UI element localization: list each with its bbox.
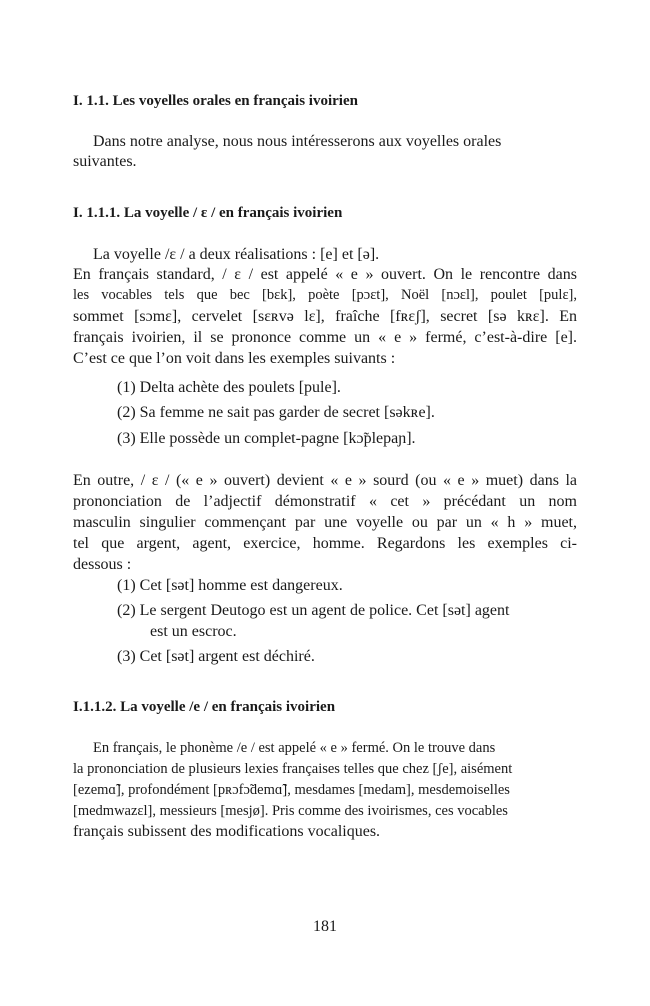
intro-line-2: suivantes. bbox=[73, 153, 137, 170]
paragraph-line: prononciation de l’adjectif démonstratif « cet » précédant un nom bbox=[73, 493, 577, 510]
paragraph-line: [ezemɑ̃], profondément [pʀɔfɔ̃demɑ̃], mesdames [medam], mesdemoiselles bbox=[73, 782, 510, 798]
paragraph-line: tel que argent, agent, exercice, homme. Regardons les exemples ci- bbox=[73, 535, 577, 552]
example-line: (2) Le sergent Deutogo est un agent de police. Cet [sət] agent bbox=[117, 602, 510, 619]
paragraph-line: la prononciation de plusieurs lexies françaises telles que chez [ʃe], aisément bbox=[73, 761, 513, 777]
paragraph-line: En français standard, / ɛ / est appelé « e » ouvert. On le rencontre dans bbox=[73, 266, 577, 283]
example-line: (3) Cet [sət] argent est déchiré. bbox=[117, 648, 315, 665]
paragraph-line: sommet [sɔmɛ], cervelet [sɛʀvə lɛ], fraîche [fʀɛʃ], secret [sə kʀɛ]. En bbox=[73, 308, 577, 325]
paragraph-line: dessous : bbox=[73, 556, 132, 573]
paragraph-line: [medmwazɛl], messieurs [mesjø]. Pris comme des ivoirismes, ces vocables bbox=[73, 803, 508, 819]
paragraph-line: les vocables tels que bec [bɛk], poète [pɔɛt], Noël [nɔɛl], poulet [pulɛ], bbox=[73, 287, 577, 303]
example-line: (1) Delta achète des poulets [pule]. bbox=[117, 379, 341, 396]
example-line: (3) Elle possède un complet-pagne [kɔ̃plepaɲ]. bbox=[117, 430, 416, 447]
section-heading-open-e: I. 1.1.1. La voyelle / ɛ / en français ivoirien bbox=[73, 205, 343, 221]
section-heading-oral-vowels: I. 1.1. Les voyelles orales en français ivoirien bbox=[73, 93, 358, 109]
paragraph-line: français subissent des modifications vocaliques. bbox=[73, 823, 381, 840]
example-line: (2) Sa femme ne sait pas garder de secret [səkʀe]. bbox=[117, 404, 435, 421]
example-line: (1) Cet [sət] homme est dangereux. bbox=[117, 577, 343, 594]
paragraph-line: masculin singulier commençant par une voyelle ou par un « h » muet, bbox=[73, 514, 577, 531]
paragraph-line: français ivoirien, il se prononce comme un « e » fermé, c’est-à-dire [e]. bbox=[73, 329, 577, 346]
example-line: est un escroc. bbox=[150, 623, 237, 640]
paragraph-line: La voyelle /ɛ / a deux réalisations : [e] et [ə]. bbox=[93, 246, 380, 263]
page-number: 181 bbox=[313, 918, 337, 935]
intro-line-1: Dans notre analyse, nous nous intéresserons aux voyelles orales bbox=[93, 133, 502, 150]
paragraph-line: En français, le phonème /e / est appelé « e » fermé. On le trouve dans bbox=[93, 740, 496, 756]
paragraph-line: En outre, / ɛ / (« e » ouvert) devient « e » sourd (ou « e » muet) dans la bbox=[73, 472, 577, 489]
paragraph-line: C’est ce que l’on voit dans les exemples suivants : bbox=[73, 350, 396, 367]
section-heading-closed-e: I.1.1.2. La voyelle /e / en français ivoirien bbox=[73, 699, 336, 715]
